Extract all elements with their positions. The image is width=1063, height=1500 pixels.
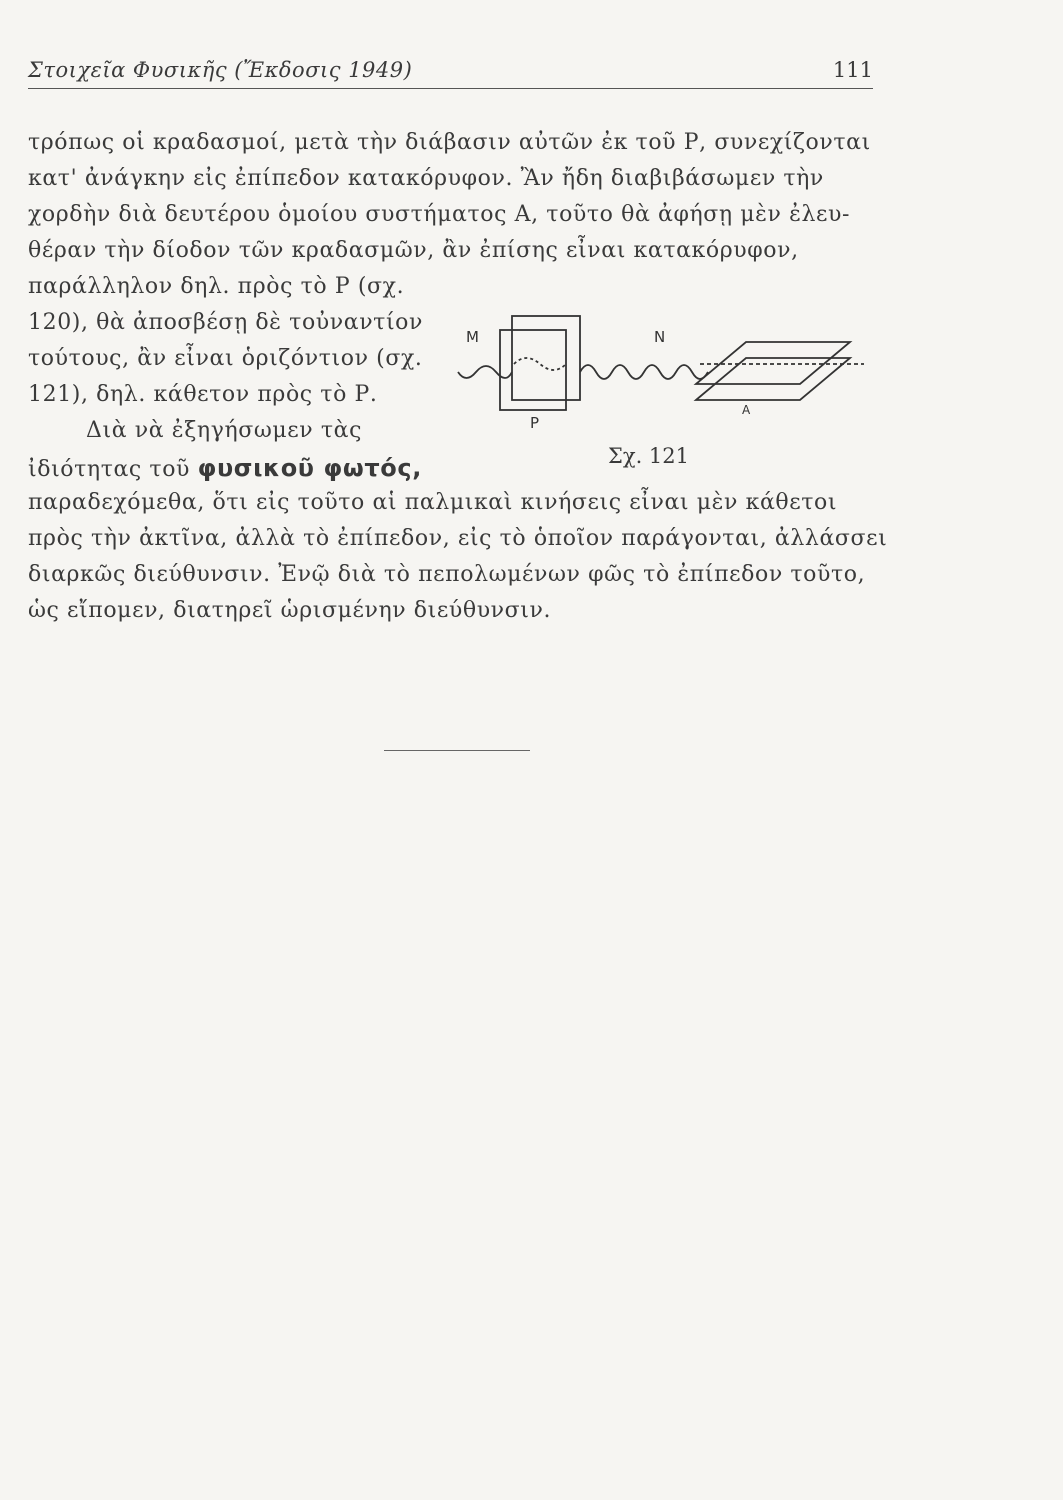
text-line: παράλληλον δηλ. πρὸς τὸ Ρ (σχ. [28, 274, 405, 299]
book-title: Στοιχεῖα Φυσικῆς (Ἔκδοσις 1949) [28, 58, 413, 82]
text-line: θέραν τὴν δίοδον τῶν κραδασμῶν, ἂν ἐπίσης εἶναι κατακόρυφον, [28, 238, 799, 263]
wave-inside-p [514, 358, 566, 370]
text-line: 120), θὰ ἀποσβέσῃ δὲ τοὐναντίον [28, 310, 423, 335]
wave-middle [580, 365, 708, 379]
text-line: τρόπως οἱ κραδασμοί, μετὰ τὴν διάβασιν αὐτῶν ἐκ τοῦ Ρ, συνεχίζονται [28, 130, 871, 155]
text-line: τούτους, ἂν εἶναι ὁριζόντιον (σχ. [28, 346, 423, 371]
polarizer-p-back [500, 330, 566, 410]
text-line: Διὰ νὰ ἐξηγήσωμεν τὰς [86, 418, 362, 443]
text-line: 121), δηλ. κάθετον πρὸς τὸ Ρ. [28, 382, 378, 407]
figure-caption: Σχ. 121 [608, 444, 690, 468]
polarization-figure [452, 302, 872, 442]
text-line: παραδεχόμεθα, ὅτι εἰς τοῦτο αἱ παλμικαὶ κινήσεις εἶναι μὲν κάθετοι [28, 490, 838, 515]
page-number: 111 [832, 58, 873, 82]
polarizer-p-front [512, 316, 580, 400]
label-n: N [654, 328, 666, 346]
text-line: διαρκῶς διεύθυνσιν. Ἐνῷ διὰ τὸ πεπολωμένων φῶς τὸ ἐπίπεδον τοῦτο, [28, 562, 866, 587]
text-line-with-bold [28, 454, 422, 482]
text-line: πρὸς τὴν ἀκτῖνα, ἀλλὰ τὸ ἐπίπεδον, εἰς τὸ ὁποῖον παράγονται, ἀλλάσσει [28, 526, 888, 551]
label-p: P [530, 414, 540, 432]
label-m: M [466, 328, 479, 346]
bold-phrase: φυσικοῦ φωτός, [197, 454, 422, 482]
text-line: ἰδιότητας τοῦ [28, 457, 198, 482]
wave-in [458, 366, 512, 378]
section-divider [384, 750, 530, 751]
label-a: A [742, 403, 751, 417]
text-line: κατ' ἀνάγκην εἰς ἐπίπεδον κατακόρυφον. Ἂν ἤδη διαβιβάσωμεν τὴν [28, 166, 824, 191]
running-header [28, 54, 873, 89]
text-line: ὡς εἴπομεν, διατηρεῖ ὡρισμένην διεύθυνσιν. [28, 598, 552, 623]
text-line: χορδὴν διὰ δευτέρου ὁμοίου συστήματος Α, τοῦτο θὰ ἀφήσῃ μὲν ἐλευ- [28, 202, 851, 227]
